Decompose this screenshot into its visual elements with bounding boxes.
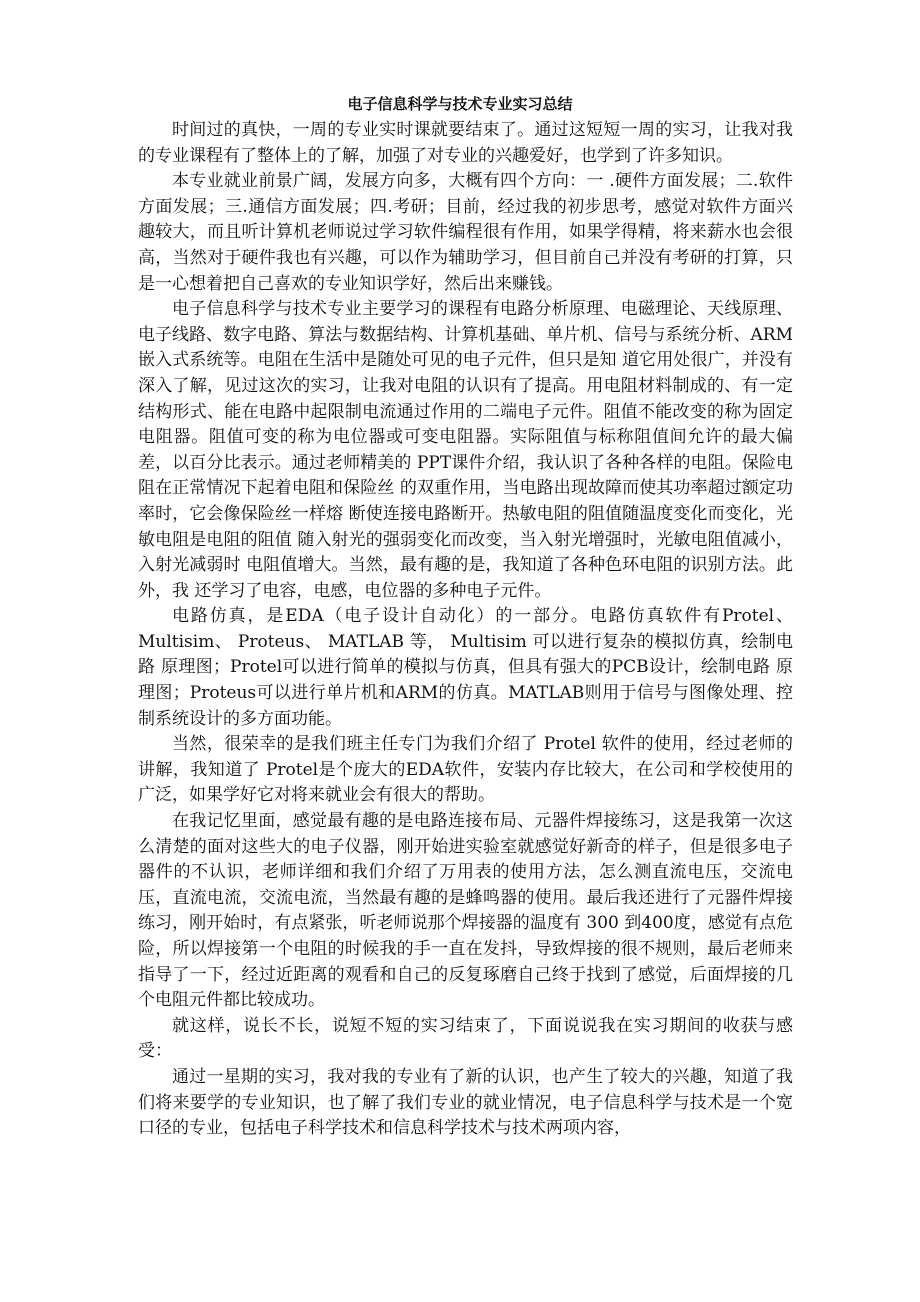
paragraph-7: 就这样，说长不长，说短不短的实习结束了，下面说说我在实习期间的收获与感受：: [138, 1015, 793, 1062]
document-title: 电子信息科学与技术专业实习总结: [347, 95, 573, 113]
paragraph-8: 通过一星期的实习，我对我的专业有了新的认识，也产生了较大的兴趣，知道了我们将来要学的专业知识，也了解了我们专业的就业情况，电子信息科学与技术是一个宽口径的专业，包括电子科学技术和信息科学技术与技术两项内容，: [138, 1066, 793, 1139]
paragraph-2: 本专业就业前景广阔，发展方向多，大概有四个方向：一 .硬件方面发展；二.软件方面发展；三.通信方面发展；四.考研；目前，经过我的初步思考，感觉对软件方面兴趣较大，而且听计算机老师说过学习软件编程很有作用，如果学得精，将来薪水也会很高，当然对于硬件我也有兴趣，可以作为辅助学习，但目前自己并没有考研的打算，只是一心想着把自己喜欢的专业知识学好，然后出来赚钱。: [138, 171, 793, 294]
paragraph-5: 当然，很荣幸的是我们班主任专门为我们介绍了 Protel 软件的使用，经过老师的讲解，我知道了 Protel是个庞大的EDA软件，安装内存比较大，在公司和学校使用的广泛，如果学好它对将来就业会有很大的帮助。: [138, 734, 793, 806]
document-body: [138, 118, 793, 1142]
paragraph-3: 电子信息科学与技术专业主要学习的课程有电路分析原理、电磁理论、天线原理、电子线路、数字电路、算法与数据结构、计算机基础、单片机、信号与系统分析、ARM嵌入式系统等。电阻在生活中是随处可见的电子元件，但只是知 道它用处很广，并没有深入了解，见过这次的实习，让我对电阻的认识有了提高。用电阻材料制成的、有一定结构形式、能在电路中起限制电流通过作用的二端电子元件。阻值不能改变的称为固定电阻器。阻值可变的称为电位器或可变电阻器。实际阻值与标称阻值间允许的最大偏差，以百分比表示。通过老师精美的 PPT课件介绍，我认识了各种各样的电阻。保险电阻在正常情况下起着电阻和保险丝 的双重作用，当电路出现故障而使其功率超过额定功率时，它会像保险丝一样熔 断使连接电路断开。热敏电阻的阻值随温度变化而变化，光敏电阻是电阻的阻值 随入射光的强弱变化而改变，当入射光增强时，光敏电阻值减小，入射光减弱时 电阻值增大。当然，最有趣的是，我知道了各种色环电阻的识别方法。此外，我 还学习了电容，电感，电位器的多种电子元件。: [138, 299, 793, 601]
paragraph-1: 时间过的真快，一周的专业实时课就要结束了。通过这短短一周的实习，让我对我的专业课程有了整体上的了解，加强了对专业的兴趣爱好，也学到了许多知识。: [138, 120, 793, 166]
paragraph-6: 在我记忆里面，感觉最有趣的是电路连接布局、元器件焊接练习，这是我第一次这么清楚的面对这些大的电子仪器，刚开始进实验室就感觉好新奇的样子，但是很多电子器件的不认识，老师详细和我们介绍了万用表的使用方法，怎么测直流电压，交流电压，直流电流，交流电流，当然最有趣的是蜂鸣器的使用。最后我还进行了元器件焊接练习，刚开始时，有点紧张，听老师说那个焊接器的温度有 300 到400度，感觉有点危险，所以焊接第一个电阻的时候我的手一直在发抖，导致焊接的很不规则，最后老师来指导了一下，经过近距离的观看和自己的反复琢磨自己终于找到了感觉，后面焊接的几个电阻元件都比较成功。: [138, 811, 793, 1011]
paragraph-4: 电路仿真，是EDA（电子设计自动化）的一部分。电路仿真软件有Protel、Multisim、 Proteus、 MATLAB 等， Multisim 可以进行复杂的模拟仿真，绘制电路 原理图；Protel可以进行简单的模拟与仿真，但具有强大的PCB设计，绘制电路 原理图；Proteus可以进行单片机和ARM的仿真。MATLAB则用于信号与图像处理、控制系统设计的多方面功能。: [138, 606, 793, 729]
